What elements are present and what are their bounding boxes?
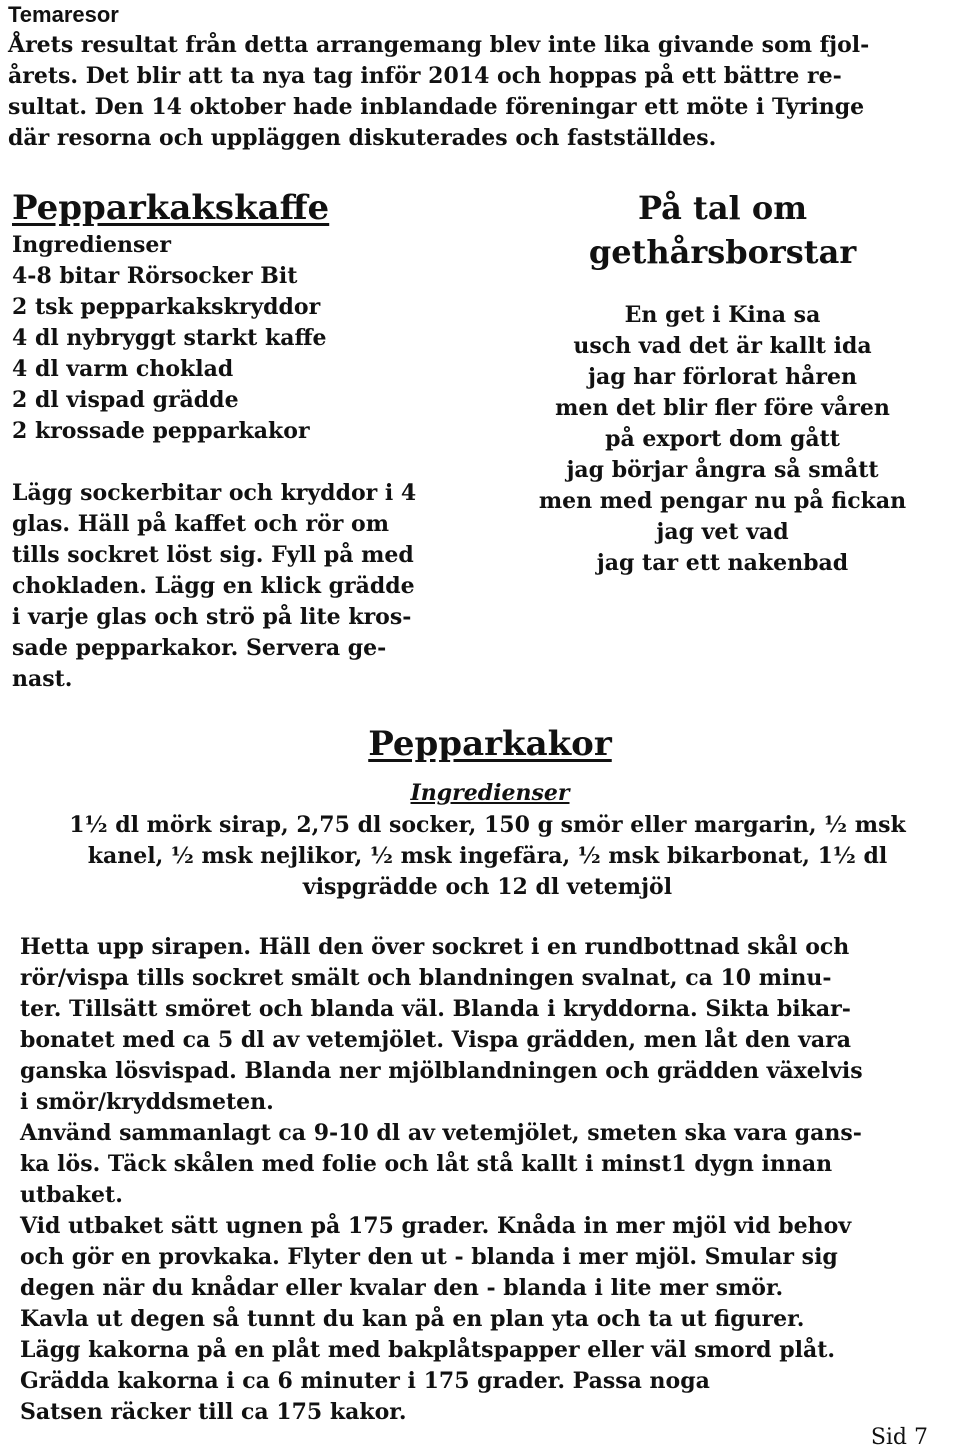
temaresor-line: Årets resultat från detta arrangemang blev inte lika givande som fjol- — [8, 32, 870, 58]
pepparkakskaffe-recipe — [12, 186, 482, 695]
instruction-line: tills sockret löst sig. Fyll på med — [12, 542, 414, 568]
instruction-line: glas. Häll på kaffet och rör om — [12, 511, 389, 537]
spacer — [480, 274, 960, 300]
poem-line: på export dom gått — [605, 426, 840, 452]
ingredients-heading: Ingredienser — [12, 232, 171, 258]
poem-line: jag tar ett nakenbad — [596, 550, 849, 576]
instruction-line: Lägg sockerbitar och kryddor i 4 — [12, 480, 417, 506]
ingredient-item: 4 dl varm choklad — [12, 356, 234, 382]
step-line: ganska lösvispad. Blanda ner mjölblandningen och grädden växelvis — [20, 1058, 863, 1084]
step-line: Lägg kakorna på en plåt med bakplåtspapper eller väl smord plåt. — [20, 1337, 836, 1363]
ingredient-item: 4 dl nybryggt starkt kaffe — [12, 325, 327, 351]
ingredient-item: 2 dl vispad grädde — [12, 387, 239, 413]
step-line: ter. Tillsätt smöret och blanda väl. Blanda i kryddorna. Sikta bikar- — [20, 996, 851, 1022]
poem-line: jag vet vad — [656, 519, 789, 545]
instruction-line: sade pepparkakor. Servera ge- — [12, 635, 387, 661]
pepparkakor-ingredients — [0, 810, 960, 903]
pepparkakskaffe-title: Pepparkakskaffe — [12, 188, 330, 228]
step-line: Hetta upp sirapen. Häll den över sockret i en rundbottnad skål och — [20, 934, 850, 960]
step-line: utbaket. — [20, 1182, 123, 1208]
pepparkakor-ingredients-heading: Ingredienser — [410, 780, 570, 806]
step-line: Grädda kakorna i ca 6 minuter i 175 grader. Passa noga — [20, 1368, 710, 1394]
temaresor-line: årets. Det blir att ta nya tag inför 2014 och hoppas på ett bättre re- — [8, 63, 842, 89]
ingredient-item: 4-8 bitar Rörsocker Bit — [12, 263, 298, 289]
poem-section — [480, 186, 960, 579]
poem-title: gethårsborstar — [588, 233, 857, 271]
step-line: ka lös. Täck skålen med folie och låt stå kallt i minst1 dygn innan — [20, 1151, 833, 1177]
step-line: och gör en provkaka. Flyter den ut - blanda i mer mjöl. Smular sig — [20, 1244, 838, 1270]
step-line: Använd sammanlagt ca 9-10 dl av vetemjölet, smeten ska vara gans- — [20, 1120, 862, 1146]
spacer — [12, 447, 482, 478]
ingredient-item: 2 krossade pepparkakor — [12, 418, 310, 444]
step-line: Vid utbaket sätt ugnen på 175 grader. Knåda in mer mjöl vid behov — [20, 1213, 852, 1239]
ingredient-line: kanel, ½ msk nejlikor, ½ msk ingefära, ½ msk bikarbonat, 1½ dl — [87, 843, 888, 869]
temaresor-line: där resorna och uppläggen diskuterades och fastställdes. — [8, 125, 717, 151]
temaresor-heading: Temaresor — [8, 2, 119, 27]
poem-line: men med pengar nu på fickan — [538, 488, 907, 514]
page-number: Sid 7 — [870, 1425, 928, 1450]
step-line: Kavla ut degen så tunnt du kan på en plan yta och ta ut figurer. — [20, 1306, 805, 1332]
instruction-line: nast. — [12, 666, 73, 692]
instruction-line: i varje glas och strö på lite kros- — [12, 604, 412, 630]
instruction-line: chokladen. Lägg en klick grädde — [12, 573, 415, 599]
poem-line: En get i Kina sa — [624, 302, 821, 328]
temaresor-line: sultat. Den 14 oktober hade inblandade föreningar ett möte i Tyringe — [8, 94, 865, 120]
step-line: rör/vispa tills sockret smält och blandningen svalnat, ca 10 minu- — [20, 965, 832, 991]
ingredient-line: vispgrädde och 12 dl vetemjöl — [302, 874, 673, 900]
ingredient-item: 2 tsk pepparkakskryddor — [12, 294, 321, 320]
step-line: i smör/kryddsmeten. — [20, 1089, 274, 1115]
ingredient-line: 1½ dl mörk sirap, 2,75 dl socker, 150 g smör eller margarin, ½ msk — [69, 812, 906, 838]
step-line: Satsen räcker till ca 175 kakor. — [20, 1399, 407, 1425]
step-line: bonatet med ca 5 dl av vetemjölet. Vispa grädden, men låt den vara — [20, 1027, 851, 1053]
poem-line: jag har förlorat håren — [587, 364, 858, 390]
temaresor-section — [8, 0, 953, 154]
pepparkakor-instructions — [20, 932, 955, 1428]
poem-title: På tal om — [637, 189, 808, 227]
pepparkakor-title: Pepparkakor — [368, 724, 612, 764]
step-line: degen när du knådar eller kvalar den - blanda i lite mer smör. — [20, 1275, 784, 1301]
poem-line: jag börjar ångra så smått — [566, 457, 879, 483]
poem-line: men det blir fler före våren — [555, 395, 890, 421]
poem-line: usch vad det är kallt ida — [573, 333, 872, 359]
